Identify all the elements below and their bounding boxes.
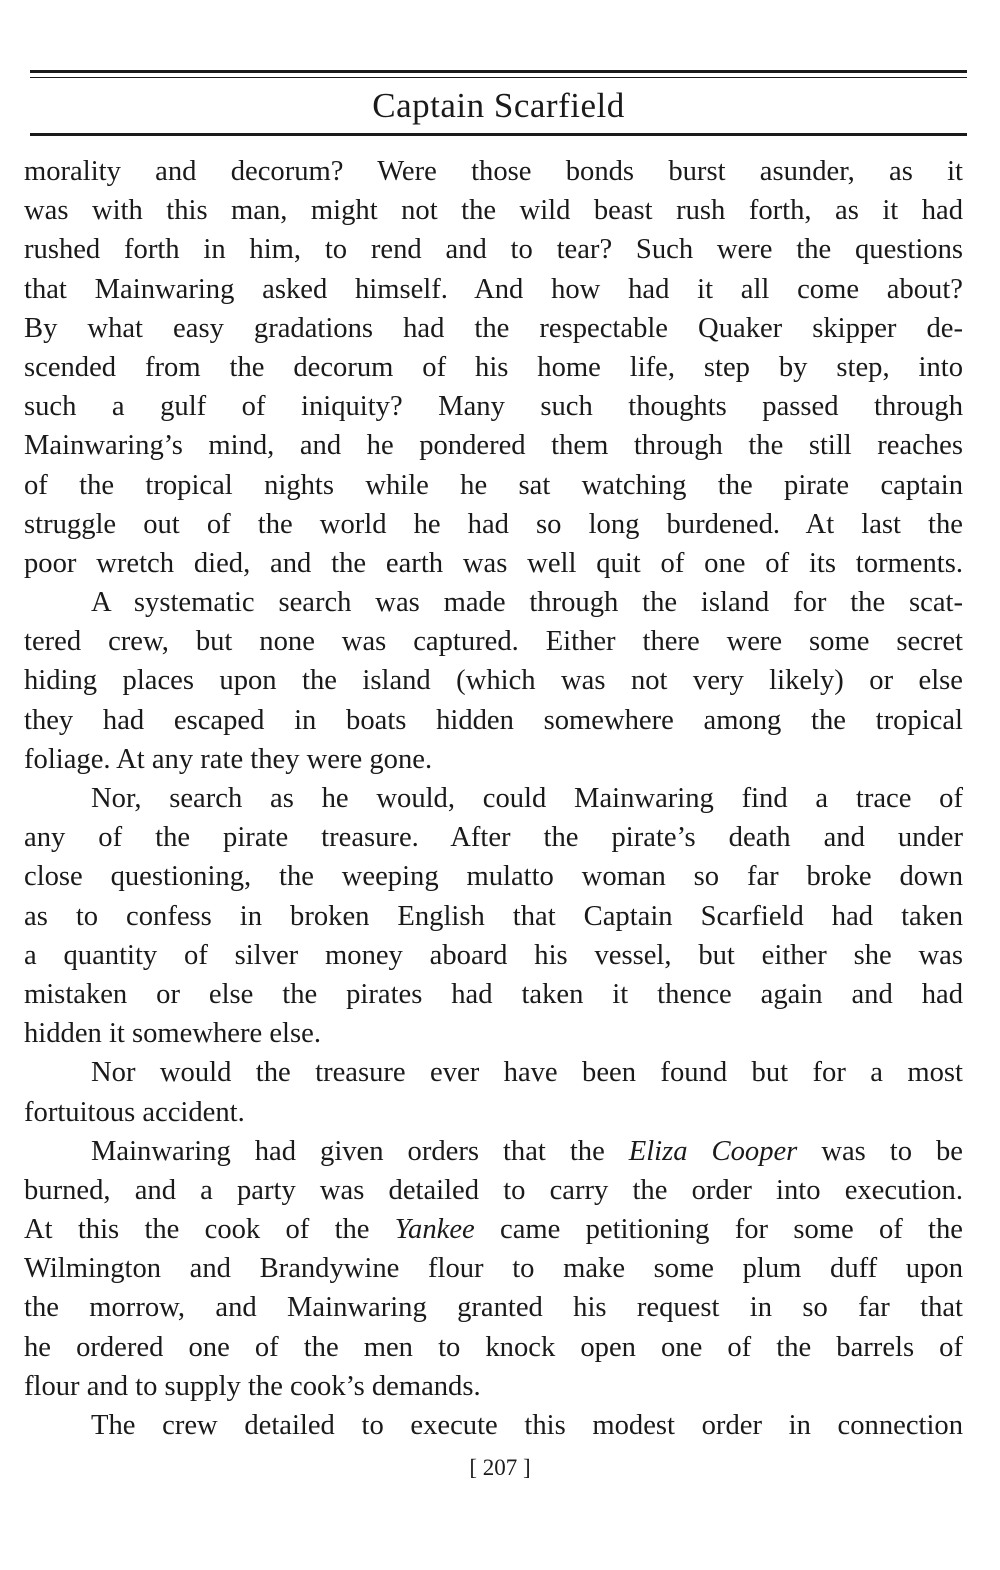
text-line: burned, and a party was detailed to carry the order into execution.: [24, 1174, 963, 1206]
text-line: Wilmington and Brandywine flour to make some plum duff upon: [24, 1253, 963, 1285]
italic-title: Yankee: [394, 1214, 475, 1246]
text-line: as to confess in broken English that Captain Scarfield had taken: [24, 900, 963, 932]
text-line: scended from the decorum of his home life, step by step, into: [24, 351, 963, 383]
body-text: [24, 152, 963, 1445]
running-title: Captain Scarfield: [372, 86, 625, 125]
text-line: such a gulf of iniquity? Many such thoughts passed through: [24, 391, 963, 423]
text-line: close questioning, the weeping mulatto woman so far broke down: [24, 861, 963, 893]
text-line: Mainwaring’s mind, and he pondered them through the still reaches: [24, 430, 963, 462]
italic-title: Eliza Cooper: [628, 1135, 798, 1167]
header-rule-thick: [30, 70, 967, 73]
header-rule-thin: [30, 77, 967, 78]
text-line: tered crew, but none was captured. Either there were some secret: [24, 626, 963, 658]
text-line: a quantity of silver money aboard his vessel, but either she was: [24, 939, 963, 971]
text-line: By what easy gradations had the respectable Quaker skipper de-: [24, 312, 963, 344]
page-number: [ 207 ]: [469, 1455, 531, 1480]
text-line: the morrow, and Mainwaring granted his request in so far that: [24, 1292, 963, 1324]
text-line: The crew detailed to execute this modest order in connection: [91, 1410, 963, 1441]
text-line: he ordered one of the men to knock open one of the barrels of: [24, 1331, 963, 1363]
text-line: poor wretch died, and the earth was well quit of one of its torments.: [24, 547, 963, 579]
text-line: morality and decorum? Were those bonds burst asunder, as it: [24, 156, 963, 187]
text-line: any of the pirate treasure. After the pirate’s death and under: [24, 822, 963, 854]
text-line: foliage. At any rate they were gone.: [24, 743, 433, 775]
text-line: rushed forth in him, to rend and to tear? Such were the questions: [24, 234, 963, 266]
text-line: struggle out of the world he had so long burdened. At last the: [24, 508, 963, 540]
text-line: hidden it somewhere else.: [24, 1018, 321, 1050]
text-line: Nor would the treasure ever have been found but for a most: [91, 1057, 963, 1089]
text-line: Nor, search as he would, could Mainwaring find a trace of: [91, 783, 963, 814]
text-line: mistaken or else the pirates had taken it thence again and had: [24, 978, 963, 1010]
text-line: they had escaped in boats hidden somewhere among the tropical: [24, 704, 963, 736]
text-line: of the tropical nights while he sat watching the pirate captain: [24, 469, 963, 501]
text-line: that Mainwaring asked himself. And how had it all come about?: [24, 273, 963, 305]
text-line: fortuitous accident.: [24, 1096, 245, 1128]
text-line: At this the cook of the Yankee came petitioning for some of the: [24, 1214, 963, 1246]
text-line: hiding places upon the island (which was not very likely) or else: [24, 665, 963, 697]
title-underline-rule: [30, 133, 967, 136]
text-line: flour and to supply the cook’s demands.: [24, 1370, 481, 1402]
text-line: Mainwaring had given orders that the Eliza Cooper was to be: [91, 1135, 963, 1167]
text-line: was with this man, might not the wild beast rush forth, as it had: [24, 195, 963, 227]
text-line: A systematic search was made through the island for the scat-: [91, 587, 963, 619]
